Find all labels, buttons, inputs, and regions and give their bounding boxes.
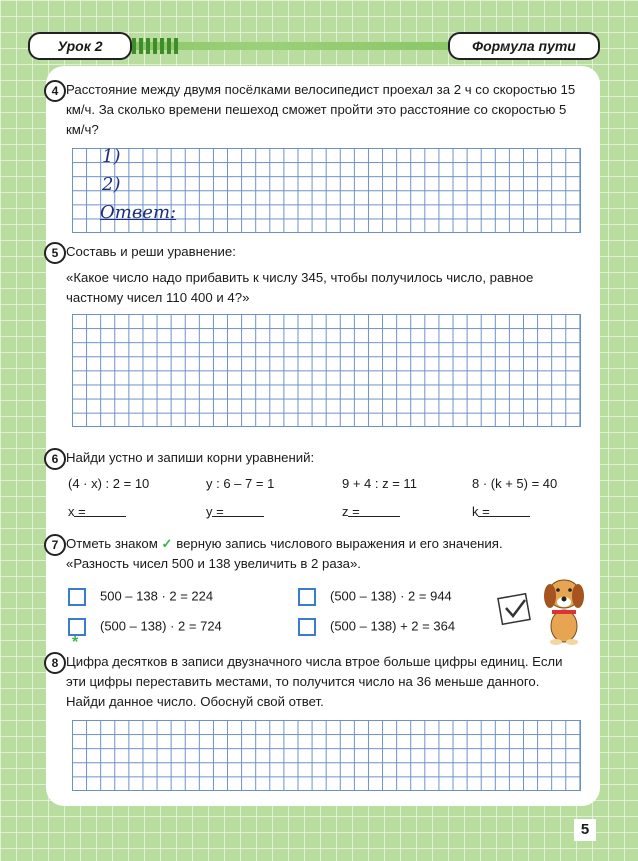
task-5	[51, 242, 582, 308]
option-label: (500 – 138) · 2 = 944	[330, 588, 452, 604]
task-number: 7	[44, 534, 66, 556]
equation-2: y : 6 – 7 = 1	[206, 476, 275, 491]
dog-illustration-icon	[492, 566, 592, 648]
task-text: «Какое число надо прибавить к числу 345, чтобы получилось число, равное частному чисел 110 400 и 4?»	[66, 270, 534, 305]
header-stripes	[132, 38, 178, 54]
option-label: (500 – 138) · 2 = 724	[100, 618, 222, 634]
instruction-part-2: верную запись числового выражения и его значения.	[176, 536, 503, 551]
answer-blank-z[interactable]	[348, 504, 400, 517]
answer-blank-y[interactable]	[212, 504, 264, 517]
task-number: 8	[44, 652, 66, 674]
answer-label-x: x =	[68, 504, 86, 519]
checkbox[interactable]	[68, 588, 86, 606]
equation-1: (4 · x) : 2 = 10	[68, 476, 150, 491]
check-mark-icon: ✓	[161, 536, 173, 551]
option-4[interactable]	[298, 618, 455, 636]
topic-badge: Формула пути	[448, 32, 600, 60]
option-1[interactable]	[68, 588, 213, 606]
handwritten-step-1: 1)	[102, 146, 121, 167]
answer-grid-4[interactable]	[72, 148, 581, 233]
task-number: 4	[44, 80, 66, 102]
task-text: Цифра десятков в записи двузначного числа втрое больше цифры единиц. Если эти цифры переставить местами, то получится число на 36 меньше данного. Найди данное число. Обоснуй свой ответ.	[66, 654, 563, 709]
task-instruction: Составь и реши уравнение:	[66, 244, 236, 259]
lesson-badge: Урок 2	[28, 32, 132, 60]
task-text: Расстояние между двумя посёлками велосипедист проехал за 2 ч со скоростью 15 км/ч. За сколько времени пешеход сможет пройти это расстояние со скоростью 5 км/ч?	[66, 82, 576, 137]
page-header	[28, 32, 600, 60]
worksheet-card	[46, 66, 600, 806]
answer-label-y: y =	[206, 504, 224, 519]
task-4	[51, 80, 582, 140]
difficulty-star-icon: *	[72, 634, 79, 651]
task-instruction: Найди устно и запиши корни уравнений:	[66, 450, 315, 465]
task-6	[51, 448, 582, 468]
answer-blank-x[interactable]	[74, 504, 126, 517]
option-label: 500 – 138 · 2 = 224	[100, 588, 214, 604]
equation-4: 8 · (k + 5) = 40	[472, 476, 558, 491]
option-2[interactable]	[298, 588, 452, 606]
checkbox[interactable]	[298, 588, 316, 606]
task-8	[51, 652, 582, 712]
task-number: 6	[44, 448, 66, 470]
checkbox[interactable]	[298, 618, 316, 636]
equation-3: 9 + 4 : z = 11	[342, 476, 417, 491]
answer-label-z: z =	[342, 504, 360, 519]
answer-grid-8[interactable]	[72, 720, 581, 791]
handwritten-answer: Ответ:	[100, 202, 177, 223]
task-instruction	[66, 534, 582, 554]
instruction-part-1: Отметь знаком	[66, 536, 158, 551]
answer-grid-5[interactable]	[72, 314, 581, 427]
answer-label-k: k =	[472, 504, 490, 519]
task-number: 5	[44, 242, 66, 264]
answer-blank-k[interactable]	[478, 504, 530, 517]
handwritten-step-2: 2)	[102, 174, 121, 195]
option-3[interactable]	[68, 618, 222, 636]
task-text: «Разность чисел 500 и 138 увеличить в 2 раза».	[66, 556, 361, 571]
page-number: 5	[574, 819, 596, 841]
option-label: (500 – 138) + 2 = 364	[330, 618, 456, 634]
